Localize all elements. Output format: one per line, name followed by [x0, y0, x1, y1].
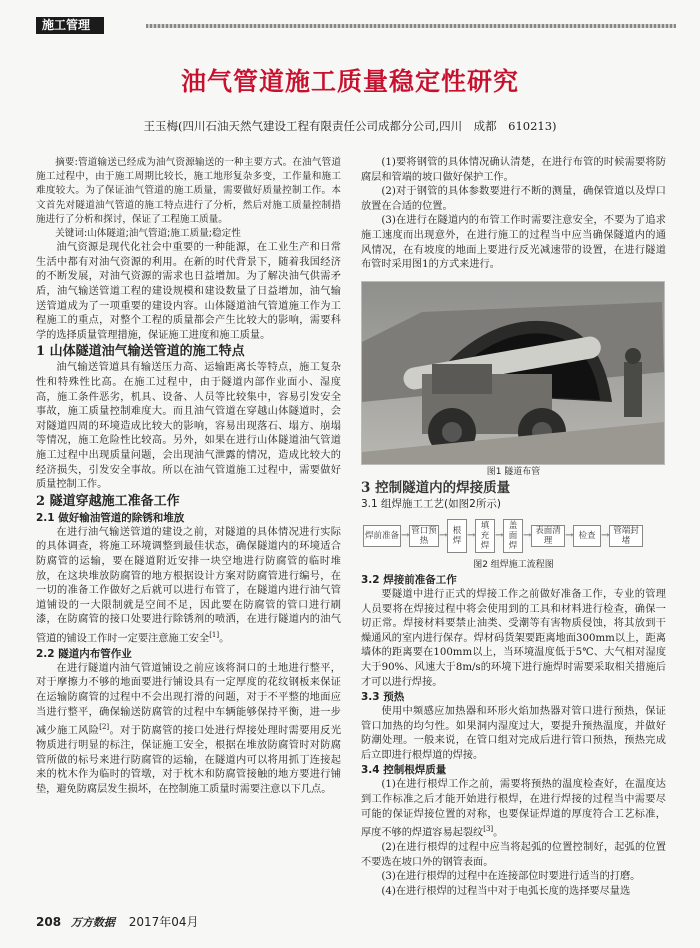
heading-section-1: 1 山体隧道油气输送管道的施工特点	[36, 344, 245, 360]
heading-2-1: 2.1 做好输油管道的除锈和堆放	[36, 511, 185, 524]
heading-section-2: 2 隧道穿越施工准备工作	[36, 493, 180, 509]
citation-1[interactable]: [1]	[209, 630, 220, 639]
list-item-2: (2)对于钢管的具体参数要进行不断的测量，确保管道以及焊口放置在合适的位置。	[361, 186, 666, 212]
flow-step-preheat: 管口预热	[409, 525, 439, 547]
left-column	[36, 156, 341, 798]
page-footer	[36, 913, 199, 930]
flow-step-prep: 焊前准备	[363, 525, 401, 547]
list-item-1: (1)要将钢管的具体情况确认清楚，在进行布管的时候需要将防腐层和管端的坡口做好保护工作。	[361, 157, 666, 183]
page-number: 208	[36, 915, 62, 929]
arrow-icon: →	[601, 530, 610, 542]
arrow-icon: →	[467, 530, 476, 542]
section-header	[36, 17, 676, 34]
author-affiliation: 王玉梅(四川石油天然气建设工程有限责任公司成都分公司,四川 成都 610213)	[143, 119, 557, 133]
heading-3-4: 3.4 控制根焊质量	[361, 764, 447, 777]
figure-2-caption: 图2 组焊施工流程图	[473, 560, 554, 571]
flow-step-clean: 表面清理	[531, 525, 565, 547]
citation-2[interactable]: [2]	[99, 723, 110, 732]
section-3-4-item-1: (1)在进行根焊工作之前，需要将预热的温度检查好，在温度达到工作标准之后才能开始进行根焊，在进行焊接的过程当中需要尽可能的保证焊接位置的对称，也要保证焊道的厚度符合工艺标准，厚度不够的焊道容易起裂纹[3]。	[361, 779, 666, 839]
article-title: 油气管道施工质量稳定性研究	[180, 67, 519, 96]
flow-step-cap: 盖面焊	[503, 519, 523, 553]
citation-3[interactable]: [3]	[483, 825, 494, 834]
arrow-icon: →	[439, 530, 448, 542]
flow-step-seal: 管端封堵	[609, 525, 643, 547]
abstract: 摘要:管道输送已经成为油气资源输送的一种主要方式。在油气管道施工过程中，由于施工周期比较长，施工地形复杂多变，工作量和施工难度较大。为了保证油气管道的施工质量，需要做好质量控制工作。本文首先对隧道油气管道的施工特点进行了分析，然后对施工质量控制措施进行了分析和探讨，保证了工程施工质量。	[36, 157, 341, 225]
tunnel-photo-illustration	[362, 282, 664, 464]
flow-step-fill: 填充焊	[475, 519, 495, 553]
heading-3-1: 3.1 组焊施工工艺(如图2所示)	[361, 498, 501, 511]
figure-1-tunnel-photo	[361, 281, 665, 465]
section-3-4-item-4: (4)在进行根焊的过程当中对于电弧长度的选择要尽量选	[381, 886, 631, 898]
heading-section-3: 3 控制隧道内的焊接质量	[361, 480, 511, 497]
arrow-icon: →	[401, 530, 410, 542]
list-item-3: (3)在进行在隧道内的布管工作时需要注意安全，不要为了追求施工速度而出现意外，在进行施工的过程当中应当确保隧道内的通风情况，在有坡度的地面上要进行反光减速带的设置，在进行隧道布管时采用图1的方式来进行。	[361, 215, 666, 271]
section-2-2-paragraph: 在进行隧道内油气管道铺设之前应该将洞口的土地进行整平，对于摩擦力不够的地面要进行铺设具有一定厚度的花纹钢板来保证在运输防腐管的过程中不会出现打滑的问题，对于不平整的地面应当进行整平，确保输送防腐管的过程中车辆能够保持平衡，进一步减少施工风险[2]。对于防腐管的接口处进行焊接处理时需要用反光物质进行明显的标注，保证施工安全，根据在堆放防腐管时对防腐管所做的标号来进行防腐管的运输，在隧道内可以将用抓丁连接起来的枕木作为临时的管墩，对于枕木和防腐管接触的地方要进行铺垫，避免防腐层发生损坏，在控制施工质量时需要注意以下几点。	[36, 662, 342, 795]
flow-step-root: 根焊	[447, 519, 467, 553]
keywords: 关键词:山体隧道;油气管道;施工质量;稳定性	[55, 228, 241, 240]
heading-2-2: 2.2 隧道内布管作业	[36, 647, 132, 660]
flow-step-inspect: 检查	[573, 525, 601, 547]
arrow-icon: →	[523, 530, 532, 542]
right-column	[361, 156, 666, 900]
section-2-1-paragraph: 在进行油气输送管道的建设之前，对隧道的具体情况进行实际的具体调查，将施工环境调整到最佳状态，确保隧道内的环境适合防腐管的运输，要在隧道附近安排一块空地进行防腐管的临时堆放，在这块堆放防腐管的地方根据设计方案对防腐管进行编号，在一切的准备工作做好之后就可以进行布管了，在隧道内进行油气管道铺设的一大限制就是空间不足，因此要在防腐管的管口进行刷漆，在防腐管的接口处要进行除锈剂的喷洒，在进行隧道内的油气管道的铺设工作时一定要注意施工安全[1]。	[36, 526, 341, 645]
section-3-2-paragraph: 要隧道中进行正式的焊接工作之前做好准备工作，专业的管理人员要将在焊接过程中将会使用到的工具和材料进行检查，确保一切正常。焊接材料要禁止油类、受潮等有害物质侵蚀，将其放到干燥通风的室内进行保存。焊材码货架要距离地面300mm以上，距离墙体的距离要在100mm以上，当环境温度低于5℃、大气相对湿度大于90%、风速大于8m/s的环境下进行施焊时需要采取相关措施后才可以进行焊接。	[361, 588, 666, 688]
arrow-icon: →	[565, 530, 574, 542]
arrow-icon: →	[495, 530, 504, 542]
intro-paragraph: 油气资源是现代化社会中重要的一种能源，在工业生产和日常生活中都有对油气资源的利用。在新的时代背景下，随着我国经济的不断发展，对油气资源的需求也日益增加。为了解决油气供需矛盾，油气输送管道工程的建设规模和建设数量了日益增加，油气输送管道成为了一项重要的建设内容。山体隧道油气管道施工作为工程施工的重点，对整个工程的质量都会产生比较大的影响，需要科学的选择质量管理措施，保证施工进度和施工质量。	[36, 242, 341, 341]
figure-1-caption: 图1 隧道布管	[486, 466, 541, 477]
heading-3-3: 3.3 预热	[361, 691, 405, 704]
section-3-3-paragraph: 使用中频感应加热器和环形火焰加热器对管口进行预热，保证管口加热的均匀性。如果洞内湿度过大，要提升预热温度，并做好防潮处理。一般来说，在管口组对完成后进行管口预热，预热完成后立即进行根焊道的焊接。	[361, 706, 666, 761]
section-3-4-item-2: (2)在进行根焊的过程中应当将起弧的位置控制好，起弧的位置不要选在坡口外的钢管表面。	[361, 842, 666, 868]
heading-3-2: 3.2 焊接前准备工作	[361, 573, 457, 586]
section-1-paragraph: 油气输送管道具有输送压力高、运输距离长等特点，施工复杂性和特殊性比高。在施工过程中，由于隧道内部作业面小、湿度高，施工条件恶劣，机具、设备、人员等比较集中，容易引发安全事故，施工质量控制难度大。而且油气管道在穿越山体隧道时，会对隧道四周的环境造成比较大的影响，容易出现落石、塌方、崩塌等情况，施工危险性比较高。另外，如果在进行山体隧道油气管道施工过程中出现质量问题，会出现油气泄露的情况，造成比较大的经济损失，引发安全事故。所以在油气管道施工过程中，需要做好质量控制工作。	[36, 362, 341, 491]
section-rule	[146, 24, 676, 28]
section-tag: 施工管理	[36, 17, 104, 34]
footer-brand: 万方数据	[70, 916, 115, 929]
section-3-4-item-3: (3)在进行根焊的过程中在连接部位时要进行适当的打磨。	[381, 871, 641, 883]
figure-2-flowchart	[363, 516, 666, 556]
issue-date: 2017年04月	[128, 915, 199, 929]
